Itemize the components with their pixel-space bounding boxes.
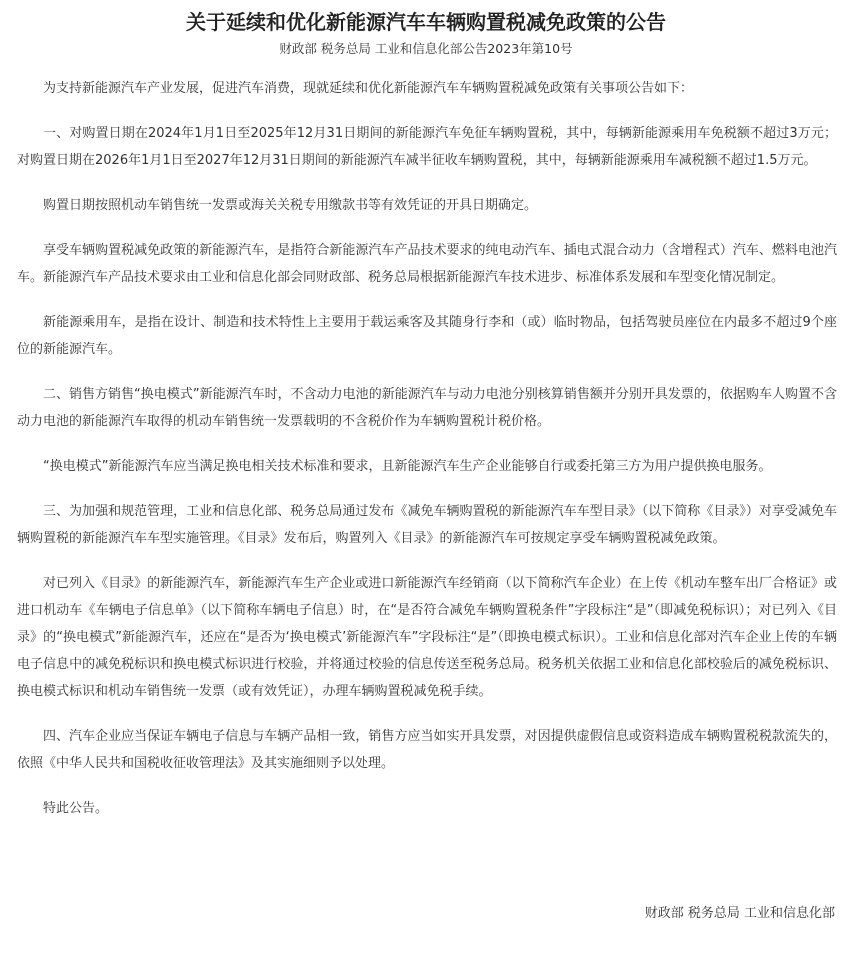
announcement-title: 关于延续和优化新能源汽车车辆购置税减免政策的公告 <box>186 10 666 34</box>
paragraph-nev-definition: 享受车辆购置税减免政策的新能源汽车，是指符合新能源汽车产品技术要求的纯电动汽车、插电式混合动力（含增程式）汽车、燃料电池汽车。新能源汽车产品技术要求由工业和信息化部会同财政部、税务总局根据新能源汽车技术进步、标准体系发展和车型变化情况制定。 <box>17 243 837 285</box>
paragraph-item-1: 一、对购置日期在2024年1月1日至2025年12月31日期间的新能源汽车免征车辆购置税，其中，每辆新能源乘用车免税额不超过3万元；对购置日期在2026年1月1日至2027年12月31日期间的新能源汽车减半征收车辆购置税，其中，每辆新能源乘用车减税额不超过1.5万元。 <box>17 126 837 168</box>
paragraph-battery-swap: “换电模式”新能源汽车应当满足换电相关技术标准和要求，且新能源汽车生产企业能够自行或委托第三方为用户提供换电服务。 <box>43 459 772 474</box>
announcement-subtitle: 财政部 税务总局 工业和信息化部公告2023年第10号 <box>279 41 573 56</box>
signature: 财政部 税务总局 工业和信息化部 <box>644 906 835 921</box>
paragraph-intro: 为支持新能源汽车产业发展，促进汽车消费，现就延续和优化新能源汽车车辆购置税减免政策有关事项公告如下： <box>43 81 694 96</box>
paragraph-item-2: 二、销售方销售“换电模式”新能源汽车时，不含动力电池的新能源汽车与动力电池分别核算销售额并分别开具发票的，依据购车人购置不含动力电池的新能源汽车取得的机动车销售统一发票载明的不含税价作为车辆购置税计税价格。 <box>17 387 837 429</box>
paragraph-closing: 特此公告。 <box>43 801 109 816</box>
paragraph-purchase-date: 购置日期按照机动车销售统一发票或海关关税专用缴款书等有效凭证的开具日期确定。 <box>43 198 538 213</box>
paragraph-item-3: 三、为加强和规范管理，工业和信息化部、税务总局通过发布《减免车辆购置税的新能源汽车车型目录》（以下简称《目录》）对享受减免车辆购置税的新能源汽车车型实施管理。《目录》发布后，购置列入《目录》的新能源汽车可按规定享受车辆购置税减免政策。 <box>17 504 837 546</box>
paragraph-item-4: 四、汽车企业应当保证车辆电子信息与车辆产品相一致，销售方应当如实开具发票，对因提供虚假信息或资料造成车辆购置税税款流失的，依照《中华人民共和国税收征收管理法》及其实施细则予以处理。 <box>17 729 837 771</box>
announcement-body <box>17 75 837 840</box>
paragraph-passenger-car: 新能源乘用车，是指在设计、制造和技术特性上主要用于载运乘客及其随身行李和（或）临时物品，包括驾驶员座位在内最多不超过9个座位的新能源汽车。 <box>17 315 837 357</box>
paragraph-catalog-listed: 对已列入《目录》的新能源汽车，新能源汽车生产企业或进口新能源汽车经销商（以下简称汽车企业）在上传《机动车整车出厂合格证》或进口机动车《车辆电子信息单》（以下简称车辆电子信息）时，在“是否符合减免车辆购置税条件”字段标注“是”（即减免税标识）；对已列入《目录》的“换电模式”新能源汽车，还应在“是否为‘换电模式’新能源汽车”字段标注“是”（即换电模式标识）。工业和信息化部对汽车企业上传的车辆电子信息中的减免税标识和换电模式标识进行校验，并将通过校验的信息传送至税务总局。税务机关依据工业和信息化部校验后的减免税标识、换电模式标识和机动车销售统一发票（或有效凭证），办理车辆购置税减免税手续。 <box>17 576 837 699</box>
